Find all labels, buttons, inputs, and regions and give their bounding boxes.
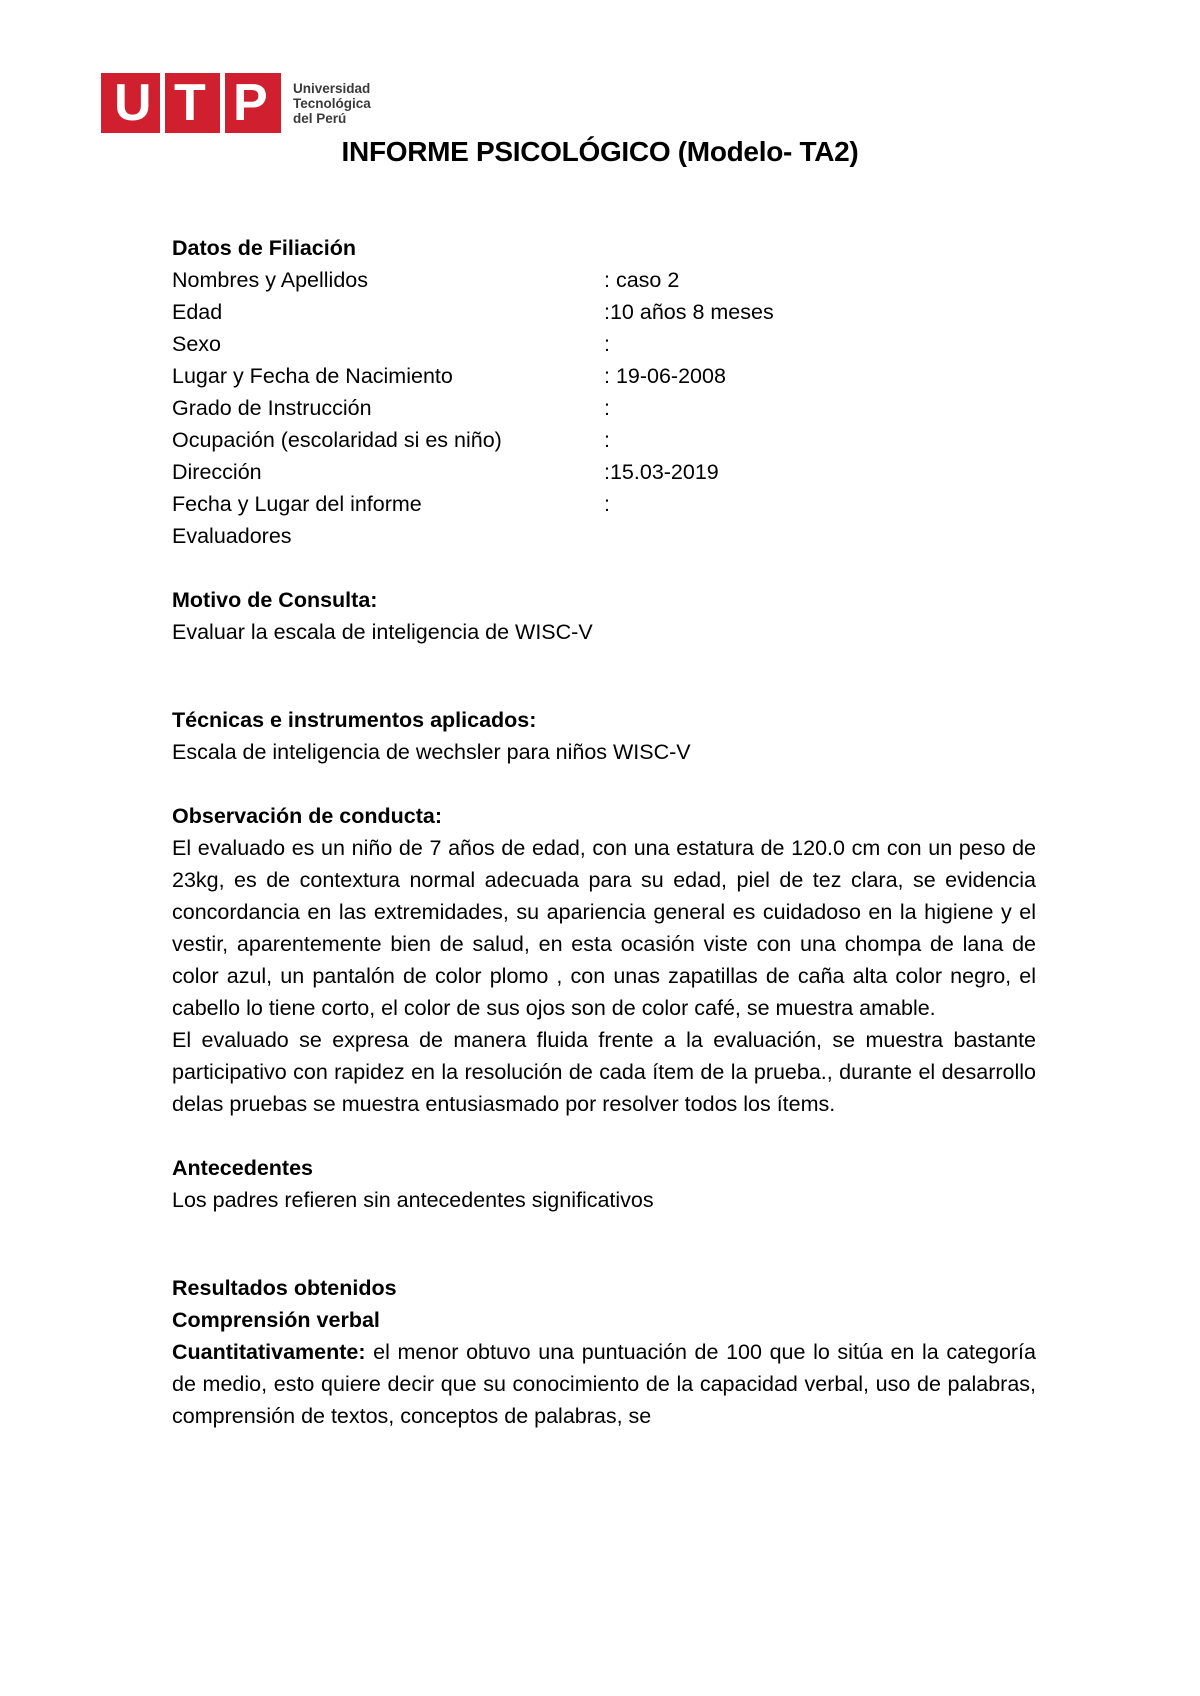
filiacion-label: Edad [172, 300, 223, 324]
logo-name-line: del Perú [293, 110, 347, 126]
filiacion-label: Fecha y Lugar del informe [172, 492, 422, 516]
logo-separator [220, 73, 225, 133]
filiacion-label: Grado de Instrucción [172, 396, 372, 420]
antecedentes-heading: Antecedentes [172, 1156, 313, 1180]
filiacion-row [172, 520, 1036, 552]
filiacion-value: : caso 2 [604, 268, 680, 292]
observacion-heading: Observación de conducta: [172, 804, 443, 828]
logo-name-line: Universidad [293, 80, 371, 96]
observacion-paragraph-2: El evaluado se expresa de manera fluida frente a la evaluación, se muestra bastante participativo con rapidez en la resolución de cada ítem de la prueba., durante el desarrollo delas pruebas se muestra entusiasmado por resolver todos los ítems. [172, 1028, 1036, 1116]
filiacion-row [172, 328, 1036, 360]
filiacion-row [172, 392, 1036, 424]
filiacion-row [172, 296, 1036, 328]
filiacion-value: : [604, 396, 610, 420]
tecnicas-heading: Técnicas e instrumentos aplicados: [172, 708, 537, 732]
filiacion-value: : [604, 492, 610, 516]
utp-logo-mark [101, 73, 281, 133]
filiacion-row [172, 456, 1036, 488]
filiacion-value: :10 años 8 meses [604, 300, 774, 324]
filiacion-heading: Datos de Filiación [172, 236, 356, 260]
filiacion-row [172, 264, 1036, 296]
resultados-text: el menor obtuvo una puntuación de 100 que lo sitúa en la categoría de medio, esto quiere decir que su conocimiento de la capacidad verbal, uso de palabras, comprensión de textos, conceptos de palabras, se [172, 1340, 1036, 1428]
resultados-lead: Cuantitativamente: [172, 1340, 366, 1364]
filiacion-label: Nombres y Apellidos [172, 268, 368, 292]
filiacion-value: : [604, 332, 610, 356]
motivo-heading: Motivo de Consulta: [172, 588, 378, 612]
filiacion-value: :15.03-2019 [604, 460, 719, 484]
resultados-subheading: Comprensión verbal [172, 1308, 380, 1332]
filiacion-label: Evaluadores [172, 524, 292, 548]
antecedentes-text: Los padres refieren sin antecedentes significativos [172, 1188, 654, 1212]
tecnicas-text: Escala de inteligencia de wechsler para niños WISC-V [172, 740, 691, 764]
filiacion-label: Lugar y Fecha de Nacimiento [172, 364, 453, 388]
filiacion-value: : [604, 428, 610, 452]
filiacion-row [172, 360, 1036, 392]
filiacion-row [172, 488, 1036, 520]
logo-university-name [293, 81, 371, 126]
logo-letter-t: T [174, 74, 206, 132]
logo-letter-p: P [233, 74, 268, 132]
utp-logo [101, 73, 371, 133]
filiacion-label: Ocupación (escolaridad si es niño) [172, 428, 502, 452]
logo-separator [160, 73, 165, 133]
filiacion-row [172, 424, 1036, 456]
observacion-paragraph-1: El evaluado es un niño de 7 años de edad, con una estatura de 120.0 cm con un peso de 23kg, es de contextura normal adecuada para su edad, piel de tez clara, se evidencia concordancia en las extremidades, su apariencia general es cuidadoso en la higiene y el vestir, aparentemente bien de salud, en esta ocasión viste con una chompa de lana de color azul, un pantalón de color plomo , con unas zapatillas de caña alta color negro, el cabello lo tiene corto, el color de sus ojos son de color café, se muestra amable. [172, 836, 1036, 1020]
filiacion-label: Dirección [172, 460, 262, 484]
logo-name-line: Tecnológica [293, 95, 371, 111]
document-body [172, 232, 1036, 1432]
motivo-text: Evaluar la escala de inteligencia de WISC-V [172, 620, 593, 644]
filiacion-value: : 19-06-2008 [604, 364, 726, 388]
filiacion-table [172, 264, 1036, 552]
filiacion-label: Sexo [172, 332, 222, 356]
resultados-paragraph [172, 1336, 1036, 1432]
resultados-heading: Resultados obtenidos [172, 1276, 397, 1300]
logo-letter-u: U [114, 74, 152, 132]
document-title: INFORME PSICOLÓGICO (Modelo- TA2) [341, 136, 859, 167]
